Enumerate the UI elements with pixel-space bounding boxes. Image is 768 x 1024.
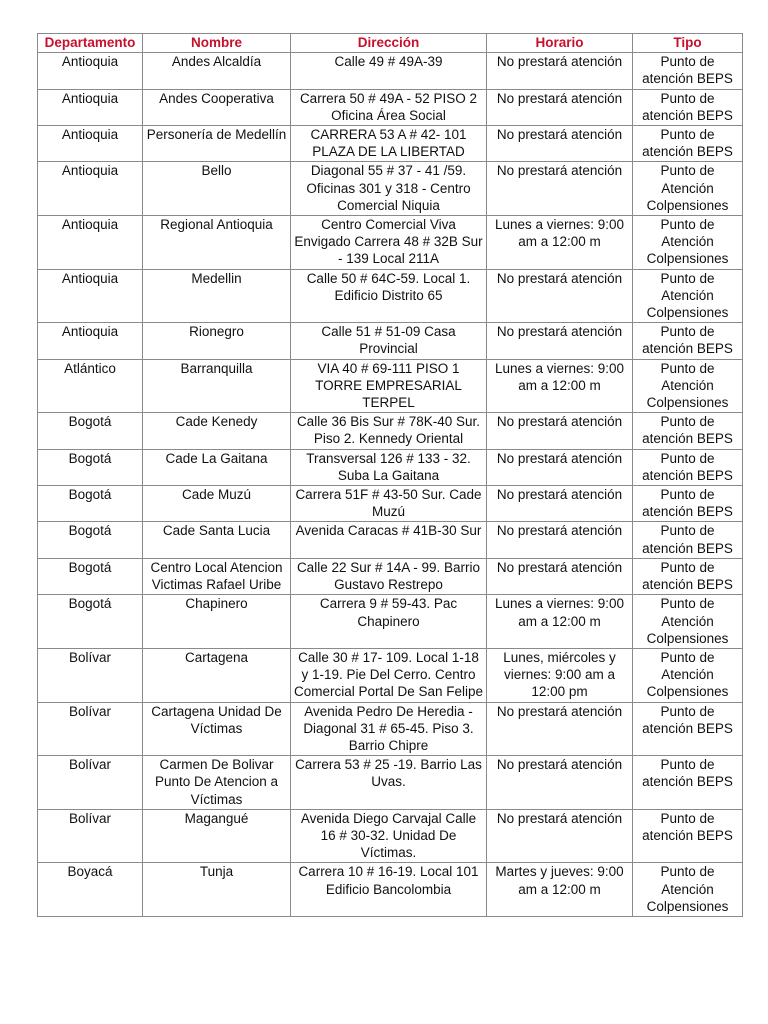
cell-horario: No prestará atención xyxy=(487,53,633,89)
cell-tipo: Punto de Atención Colpensiones xyxy=(633,648,743,702)
cell-departamento: Antioquia xyxy=(38,162,143,216)
cell-direccion: Carrera 51F # 43-50 Sur. Cade Muzú xyxy=(291,486,487,522)
cell-nombre: Centro Local Atencion Victimas Rafael Uribe xyxy=(143,558,291,594)
table-row xyxy=(38,809,743,863)
table-row xyxy=(38,648,743,702)
table-header xyxy=(38,34,743,53)
cell-direccion: Calle 36 Bis Sur # 78K-40 Sur. Piso 2. Kennedy Oriental xyxy=(291,413,487,449)
cell-direccion: Avenida Caracas # 41B-30 Sur xyxy=(291,522,487,558)
cell-tipo: Punto de atención BEPS xyxy=(633,53,743,89)
cell-tipo: Punto de atención BEPS xyxy=(633,809,743,863)
table-row xyxy=(38,216,743,270)
cell-tipo: Punto de atención BEPS xyxy=(633,323,743,359)
cell-departamento: Antioquia xyxy=(38,323,143,359)
table-row xyxy=(38,89,743,125)
cell-nombre: Rionegro xyxy=(143,323,291,359)
cell-departamento: Antioquia xyxy=(38,89,143,125)
table-row xyxy=(38,449,743,485)
cell-tipo: Punto de atención BEPS xyxy=(633,558,743,594)
cell-nombre: Regional Antioquia xyxy=(143,216,291,270)
cell-tipo: Punto de Atención Colpensiones xyxy=(633,269,743,323)
cell-direccion: Avenida Diego Carvajal Calle 16 # 30-32. Unidad De Víctimas. xyxy=(291,809,487,863)
cell-departamento: Bogotá xyxy=(38,486,143,522)
cell-direccion: Calle 30 # 17- 109. Local 1-18 y 1-19. Pie Del Cerro. Centro Comercial Portal De San Felipe xyxy=(291,648,487,702)
cell-tipo: Punto de atención BEPS xyxy=(633,702,743,756)
cell-departamento: Bolívar xyxy=(38,702,143,756)
cell-nombre: Barranquilla xyxy=(143,359,291,413)
column-header-nombre: Nombre xyxy=(143,34,291,53)
cell-nombre: Magangué xyxy=(143,809,291,863)
cell-nombre: Chapinero xyxy=(143,595,291,649)
cell-tipo: Punto de atención BEPS xyxy=(633,756,743,810)
table-row xyxy=(38,269,743,323)
header-row xyxy=(38,34,743,53)
cell-departamento: Boyacá xyxy=(38,863,143,917)
table-row xyxy=(38,162,743,216)
cell-nombre: Cade La Gaitana xyxy=(143,449,291,485)
cell-tipo: Punto de Atención Colpensiones xyxy=(633,216,743,270)
cell-horario: No prestará atención xyxy=(487,89,633,125)
cell-direccion: Transversal 126 # 133 - 32. Suba La Gaitana xyxy=(291,449,487,485)
cell-nombre: Andes Alcaldía xyxy=(143,53,291,89)
cell-direccion: Carrera 9 # 59-43. Pac Chapinero xyxy=(291,595,487,649)
cell-direccion: CARRERA 53 A # 42- 101 PLAZA DE LA LIBERTAD xyxy=(291,126,487,162)
cell-departamento: Bogotá xyxy=(38,413,143,449)
cell-nombre: Medellin xyxy=(143,269,291,323)
cell-horario: Lunes a viernes: 9:00 am a 12:00 m xyxy=(487,595,633,649)
cell-horario: Martes y jueves: 9:00 am a 12:00 m xyxy=(487,863,633,917)
table-body xyxy=(38,53,743,917)
cell-departamento: Antioquia xyxy=(38,269,143,323)
cell-tipo: Punto de Atención Colpensiones xyxy=(633,863,743,917)
cell-departamento: Bogotá xyxy=(38,449,143,485)
cell-tipo: Punto de atención BEPS xyxy=(633,89,743,125)
cell-tipo: Punto de Atención Colpensiones xyxy=(633,162,743,216)
cell-horario: No prestará atención xyxy=(487,413,633,449)
cell-departamento: Antioquia xyxy=(38,53,143,89)
cell-tipo: Punto de atención BEPS xyxy=(633,413,743,449)
cell-nombre: Carmen De Bolivar Punto De Atencion a Víctimas xyxy=(143,756,291,810)
cell-nombre: Personería de Medellín xyxy=(143,126,291,162)
table-row xyxy=(38,756,743,810)
cell-horario: No prestará atención xyxy=(487,558,633,594)
cell-departamento: Bolívar xyxy=(38,648,143,702)
column-header-direccion: Dirección xyxy=(291,34,487,53)
cell-nombre: Cade Kenedy xyxy=(143,413,291,449)
cell-horario: No prestará atención xyxy=(487,522,633,558)
column-header-departamento: Departamento xyxy=(38,34,143,53)
cell-horario: No prestará atención xyxy=(487,702,633,756)
table-row xyxy=(38,323,743,359)
cell-direccion: Calle 51 # 51-09 Casa Provincial xyxy=(291,323,487,359)
cell-nombre: Cartagena xyxy=(143,648,291,702)
cell-direccion: Carrera 50 # 49A - 52 PISO 2 Oficina Área Social xyxy=(291,89,487,125)
cell-departamento: Antioquia xyxy=(38,126,143,162)
cell-departamento: Bolívar xyxy=(38,756,143,810)
cell-horario: Lunes a viernes: 9:00 am a 12:00 m xyxy=(487,359,633,413)
cell-tipo: Punto de atención BEPS xyxy=(633,126,743,162)
cell-horario: No prestará atención xyxy=(487,126,633,162)
table-row xyxy=(38,595,743,649)
cell-direccion: Carrera 53 # 25 -19. Barrio Las Uvas. xyxy=(291,756,487,810)
cell-horario: No prestará atención xyxy=(487,809,633,863)
cell-nombre: Cade Muzú xyxy=(143,486,291,522)
table-row xyxy=(38,359,743,413)
table-row xyxy=(38,53,743,89)
column-header-tipo: Tipo xyxy=(633,34,743,53)
cell-departamento: Bolívar xyxy=(38,809,143,863)
cell-nombre: Bello xyxy=(143,162,291,216)
table-row xyxy=(38,702,743,756)
cell-nombre: Cartagena Unidad De Víctimas xyxy=(143,702,291,756)
cell-departamento: Bogotá xyxy=(38,595,143,649)
cell-direccion: Calle 22 Sur # 14A - 99. Barrio Gustavo Restrepo xyxy=(291,558,487,594)
table-row xyxy=(38,522,743,558)
cell-horario: Lunes a viernes: 9:00 am a 12:00 m xyxy=(487,216,633,270)
table-row xyxy=(38,486,743,522)
cell-direccion: Diagonal 55 # 37 - 41 /59. Oficinas 301 y 318 - Centro Comercial Niquia xyxy=(291,162,487,216)
cell-tipo: Punto de atención BEPS xyxy=(633,486,743,522)
cell-nombre: Cade Santa Lucia xyxy=(143,522,291,558)
table-row xyxy=(38,413,743,449)
cell-departamento: Atlántico xyxy=(38,359,143,413)
cell-departamento: Antioquia xyxy=(38,216,143,270)
table-row xyxy=(38,863,743,917)
cell-horario: No prestará atención xyxy=(487,162,633,216)
cell-direccion: Calle 49 # 49A-39 xyxy=(291,53,487,89)
table-row xyxy=(38,126,743,162)
cell-horario: No prestará atención xyxy=(487,269,633,323)
cell-horario: No prestará atención xyxy=(487,449,633,485)
cell-direccion: VIA 40 # 69-111 PISO 1 TORRE EMPRESARIAL TERPEL xyxy=(291,359,487,413)
cell-direccion: Avenida Pedro De Heredia - Diagonal 31 # 65-45. Piso 3. Barrio Chipre xyxy=(291,702,487,756)
cell-horario: No prestará atención xyxy=(487,756,633,810)
service-points-table xyxy=(37,33,743,917)
table-row xyxy=(38,558,743,594)
cell-horario: No prestará atención xyxy=(487,323,633,359)
cell-horario: Lunes, miércoles y viernes: 9:00 am a 12:00 pm xyxy=(487,648,633,702)
cell-horario: No prestará atención xyxy=(487,486,633,522)
cell-tipo: Punto de Atención Colpensiones xyxy=(633,359,743,413)
cell-tipo: Punto de atención BEPS xyxy=(633,449,743,485)
cell-tipo: Punto de atención BEPS xyxy=(633,522,743,558)
cell-nombre: Andes Cooperativa xyxy=(143,89,291,125)
cell-departamento: Bogotá xyxy=(38,522,143,558)
cell-direccion: Carrera 10 # 16-19. Local 101 Edificio Bancolombia xyxy=(291,863,487,917)
cell-direccion: Calle 50 # 64C-59. Local 1. Edificio Distrito 65 xyxy=(291,269,487,323)
cell-departamento: Bogotá xyxy=(38,558,143,594)
cell-tipo: Punto de Atención Colpensiones xyxy=(633,595,743,649)
column-header-horario: Horario xyxy=(487,34,633,53)
cell-direccion: Centro Comercial Viva Envigado Carrera 48 # 32B Sur - 139 Local 211A xyxy=(291,216,487,270)
cell-nombre: Tunja xyxy=(143,863,291,917)
